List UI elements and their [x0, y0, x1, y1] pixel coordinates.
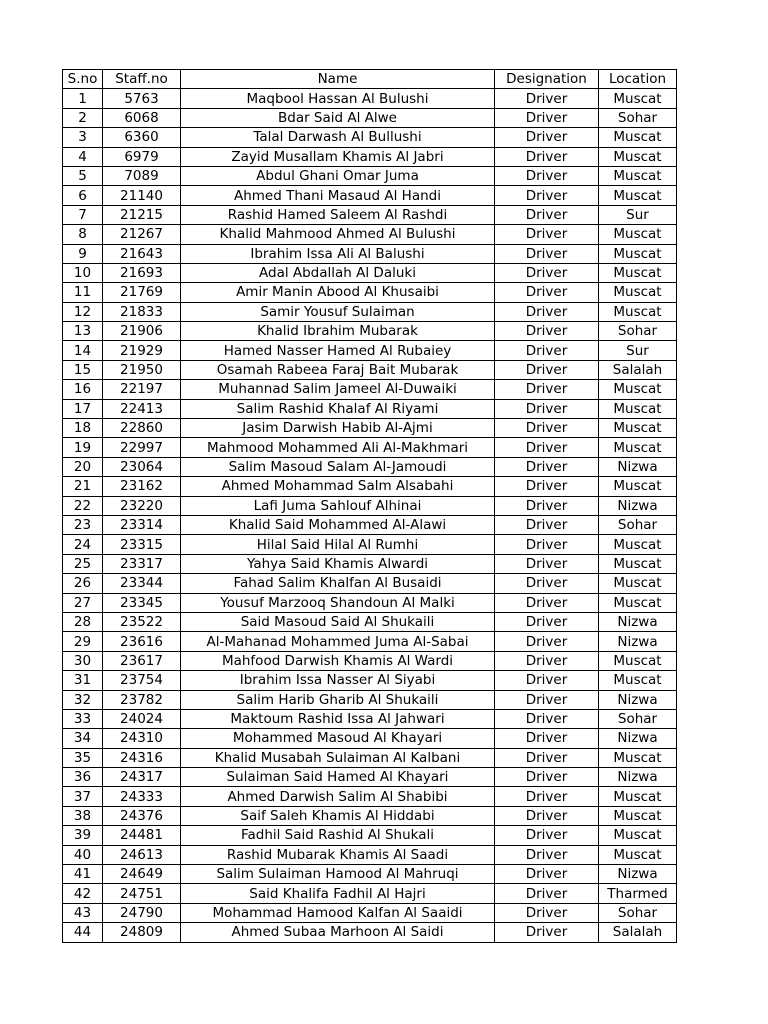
cell-sno: 34	[63, 729, 103, 748]
table-row	[63, 806, 677, 825]
table-row	[63, 535, 677, 554]
cell-location: Sohar	[599, 709, 677, 728]
cell-staff-no: 22997	[103, 438, 181, 457]
table-row	[63, 748, 677, 767]
cell-staff-no: 24790	[103, 903, 181, 922]
table-row	[63, 225, 677, 244]
cell-sno: 8	[63, 225, 103, 244]
table-row	[63, 632, 677, 651]
staff-table	[62, 69, 677, 943]
table-row	[63, 865, 677, 884]
cell-name: Al-Mahanad Mohammed Juma Al-Sabai	[181, 632, 495, 651]
cell-location: Muscat	[599, 651, 677, 670]
cell-staff-no: 21140	[103, 186, 181, 205]
cell-staff-no: 23314	[103, 515, 181, 534]
cell-location: Muscat	[599, 380, 677, 399]
cell-name: Mohammed Masoud Al Khayari	[181, 729, 495, 748]
cell-staff-no: 22197	[103, 380, 181, 399]
table-row	[63, 574, 677, 593]
cell-staff-no: 23064	[103, 457, 181, 476]
cell-staff-no: 5763	[103, 89, 181, 108]
cell-location: Nizwa	[599, 729, 677, 748]
cell-sno: 42	[63, 884, 103, 903]
cell-staff-no: 23617	[103, 651, 181, 670]
cell-location: Nizwa	[599, 496, 677, 515]
table-row	[63, 612, 677, 631]
cell-sno: 14	[63, 341, 103, 360]
cell-staff-no: 23315	[103, 535, 181, 554]
cell-staff-no: 24316	[103, 748, 181, 767]
cell-location: Muscat	[599, 399, 677, 418]
cell-location: Tharmed	[599, 884, 677, 903]
table-row	[63, 903, 677, 922]
cell-staff-no: 23616	[103, 632, 181, 651]
cell-name: Talal Darwash Al Bullushi	[181, 128, 495, 147]
cell-location: Sohar	[599, 515, 677, 534]
cell-sno: 21	[63, 477, 103, 496]
cell-location: Muscat	[599, 554, 677, 573]
cell-sno: 3	[63, 128, 103, 147]
cell-designation: Driver	[495, 380, 599, 399]
cell-location: Sohar	[599, 322, 677, 341]
cell-designation: Driver	[495, 903, 599, 922]
cell-sno: 31	[63, 671, 103, 690]
cell-name: Yousuf Marzooq Shandoun Al Malki	[181, 593, 495, 612]
cell-designation: Driver	[495, 593, 599, 612]
cell-location: Muscat	[599, 806, 677, 825]
cell-name: Osamah Rabeea Faraj Bait Mubarak	[181, 360, 495, 379]
cell-name: Khalid Musabah Sulaiman Al Kalbani	[181, 748, 495, 767]
table-row	[63, 438, 677, 457]
cell-designation: Driver	[495, 535, 599, 554]
cell-sno: 35	[63, 748, 103, 767]
table-row	[63, 671, 677, 690]
table-row	[63, 787, 677, 806]
cell-staff-no: 23344	[103, 574, 181, 593]
cell-designation: Driver	[495, 477, 599, 496]
cell-designation: Driver	[495, 302, 599, 321]
cell-name: Amir Manin Abood Al Khusaibi	[181, 283, 495, 302]
cell-staff-no: 23754	[103, 671, 181, 690]
cell-staff-no: 24310	[103, 729, 181, 748]
cell-sno: 18	[63, 419, 103, 438]
cell-staff-no: 24613	[103, 845, 181, 864]
cell-sno: 17	[63, 399, 103, 418]
cell-designation: Driver	[495, 166, 599, 185]
cell-designation: Driver	[495, 690, 599, 709]
table-row	[63, 515, 677, 534]
cell-sno: 43	[63, 903, 103, 922]
cell-sno: 12	[63, 302, 103, 321]
cell-name: Jasim Darwish Habib Al-Ajmi	[181, 419, 495, 438]
cell-name: Zayid Musallam Khamis Al Jabri	[181, 147, 495, 166]
table-row	[63, 477, 677, 496]
table-row	[63, 554, 677, 573]
cell-location: Muscat	[599, 263, 677, 282]
cell-staff-no: 21643	[103, 244, 181, 263]
cell-name: Maqbool Hassan Al Bulushi	[181, 89, 495, 108]
table-row	[63, 147, 677, 166]
cell-name: Ahmed Subaa Marhoon Al Saidi	[181, 923, 495, 942]
table-row	[63, 380, 677, 399]
cell-sno: 6	[63, 186, 103, 205]
cell-name: Said Masoud Said Al Shukaili	[181, 612, 495, 631]
cell-sno: 30	[63, 651, 103, 670]
cell-name: Fadhil Said Rashid Al Shukali	[181, 826, 495, 845]
cell-staff-no: 21769	[103, 283, 181, 302]
table-row	[63, 360, 677, 379]
header-staff-no: Staff.no	[103, 70, 181, 89]
cell-location: Muscat	[599, 671, 677, 690]
table-row	[63, 283, 677, 302]
cell-name: Hamed Nasser Hamed Al Rubaiey	[181, 341, 495, 360]
cell-sno: 1	[63, 89, 103, 108]
cell-location: Muscat	[599, 826, 677, 845]
table-row	[63, 322, 677, 341]
cell-sno: 23	[63, 515, 103, 534]
cell-location: Muscat	[599, 535, 677, 554]
cell-name: Mahfood Darwish Khamis Al Wardi	[181, 651, 495, 670]
table-row	[63, 884, 677, 903]
cell-sno: 9	[63, 244, 103, 263]
cell-name: Salim Rashid Khalaf Al Riyami	[181, 399, 495, 418]
cell-designation: Driver	[495, 768, 599, 787]
cell-staff-no: 23782	[103, 690, 181, 709]
cell-sno: 7	[63, 205, 103, 224]
header-sno: S.no	[63, 70, 103, 89]
cell-name: Mohammad Hamood Kalfan Al Saaidi	[181, 903, 495, 922]
cell-location: Muscat	[599, 419, 677, 438]
cell-sno: 36	[63, 768, 103, 787]
cell-designation: Driver	[495, 128, 599, 147]
cell-location: Salalah	[599, 923, 677, 942]
cell-designation: Driver	[495, 554, 599, 573]
cell-staff-no: 23317	[103, 554, 181, 573]
cell-staff-no: 24333	[103, 787, 181, 806]
table-body	[63, 89, 677, 942]
cell-staff-no: 22860	[103, 419, 181, 438]
cell-staff-no: 24481	[103, 826, 181, 845]
cell-location: Nizwa	[599, 457, 677, 476]
cell-designation: Driver	[495, 205, 599, 224]
cell-name: Said Khalifa Fadhil Al Hajri	[181, 884, 495, 903]
cell-staff-no: 24376	[103, 806, 181, 825]
header-location: Location	[599, 70, 677, 89]
cell-designation: Driver	[495, 457, 599, 476]
cell-sno: 16	[63, 380, 103, 399]
cell-sno: 37	[63, 787, 103, 806]
table-row	[63, 768, 677, 787]
cell-designation: Driver	[495, 108, 599, 127]
cell-sno: 24	[63, 535, 103, 554]
cell-designation: Driver	[495, 399, 599, 418]
cell-location: Muscat	[599, 283, 677, 302]
cell-designation: Driver	[495, 360, 599, 379]
cell-name: Ahmed Mohammad Salm Alsabahi	[181, 477, 495, 496]
cell-designation: Driver	[495, 574, 599, 593]
table-row	[63, 729, 677, 748]
cell-designation: Driver	[495, 89, 599, 108]
cell-sno: 26	[63, 574, 103, 593]
cell-sno: 32	[63, 690, 103, 709]
cell-location: Sohar	[599, 108, 677, 127]
cell-designation: Driver	[495, 787, 599, 806]
table-row	[63, 128, 677, 147]
cell-designation: Driver	[495, 709, 599, 728]
cell-staff-no: 23162	[103, 477, 181, 496]
cell-name: Maktoum Rashid Issa Al Jahwari	[181, 709, 495, 728]
cell-name: Salim Sulaiman Hamood Al Mahruqi	[181, 865, 495, 884]
cell-designation: Driver	[495, 322, 599, 341]
cell-sno: 39	[63, 826, 103, 845]
cell-designation: Driver	[495, 651, 599, 670]
cell-designation: Driver	[495, 865, 599, 884]
cell-staff-no: 6068	[103, 108, 181, 127]
table-row	[63, 186, 677, 205]
cell-name: Adal Abdallah Al Daluki	[181, 263, 495, 282]
cell-sno: 33	[63, 709, 103, 728]
cell-sno: 44	[63, 923, 103, 942]
cell-location: Muscat	[599, 477, 677, 496]
table-row	[63, 89, 677, 108]
cell-name: Samir Yousuf Sulaiman	[181, 302, 495, 321]
cell-location: Muscat	[599, 128, 677, 147]
cell-location: Muscat	[599, 225, 677, 244]
table-row	[63, 166, 677, 185]
cell-name: Ahmed Thani Masaud Al Handi	[181, 186, 495, 205]
cell-staff-no: 23522	[103, 612, 181, 631]
cell-staff-no: 21267	[103, 225, 181, 244]
header-row	[63, 70, 677, 89]
cell-designation: Driver	[495, 419, 599, 438]
table-row	[63, 845, 677, 864]
cell-location: Sur	[599, 341, 677, 360]
cell-staff-no: 21950	[103, 360, 181, 379]
table-row	[63, 457, 677, 476]
cell-name: Yahya Said Khamis Alwardi	[181, 554, 495, 573]
cell-location: Muscat	[599, 845, 677, 864]
cell-location: Muscat	[599, 186, 677, 205]
cell-staff-no: 21929	[103, 341, 181, 360]
cell-name: Khalid Said Mohammed Al-Alawi	[181, 515, 495, 534]
cell-designation: Driver	[495, 826, 599, 845]
cell-designation: Driver	[495, 806, 599, 825]
cell-sno: 19	[63, 438, 103, 457]
table-row	[63, 205, 677, 224]
cell-designation: Driver	[495, 748, 599, 767]
cell-sno: 10	[63, 263, 103, 282]
cell-designation: Driver	[495, 225, 599, 244]
cell-sno: 41	[63, 865, 103, 884]
cell-name: Mahmood Mohammed Ali Al-Makhmari	[181, 438, 495, 457]
table-row	[63, 593, 677, 612]
cell-name: Fahad Salim Khalfan Al Busaidi	[181, 574, 495, 593]
table-row	[63, 826, 677, 845]
cell-designation: Driver	[495, 438, 599, 457]
cell-location: Sohar	[599, 903, 677, 922]
cell-sno: 28	[63, 612, 103, 631]
cell-name: Ibrahim Issa Ali Al Balushi	[181, 244, 495, 263]
cell-designation: Driver	[495, 612, 599, 631]
cell-sno: 4	[63, 147, 103, 166]
cell-staff-no: 24751	[103, 884, 181, 903]
cell-name: Khalid Mahmood Ahmed Al Bulushi	[181, 225, 495, 244]
table-row	[63, 690, 677, 709]
cell-sno: 13	[63, 322, 103, 341]
cell-sno: 22	[63, 496, 103, 515]
cell-location: Muscat	[599, 147, 677, 166]
cell-sno: 29	[63, 632, 103, 651]
cell-staff-no: 21833	[103, 302, 181, 321]
cell-designation: Driver	[495, 923, 599, 942]
table-row	[63, 244, 677, 263]
cell-staff-no: 23220	[103, 496, 181, 515]
cell-designation: Driver	[495, 729, 599, 748]
cell-name: Khalid Ibrahim Mubarak	[181, 322, 495, 341]
cell-designation: Driver	[495, 283, 599, 302]
cell-designation: Driver	[495, 632, 599, 651]
cell-designation: Driver	[495, 515, 599, 534]
cell-location: Nizwa	[599, 690, 677, 709]
header-designation: Designation	[495, 70, 599, 89]
table-row	[63, 108, 677, 127]
table-row	[63, 923, 677, 942]
cell-staff-no: 22413	[103, 399, 181, 418]
cell-staff-no: 7089	[103, 166, 181, 185]
cell-name: Ibrahim Issa Nasser Al Siyabi	[181, 671, 495, 690]
cell-designation: Driver	[495, 496, 599, 515]
cell-sno: 40	[63, 845, 103, 864]
cell-location: Muscat	[599, 244, 677, 263]
cell-staff-no: 21215	[103, 205, 181, 224]
cell-location: Salalah	[599, 360, 677, 379]
cell-designation: Driver	[495, 263, 599, 282]
cell-location: Nizwa	[599, 632, 677, 651]
staff-table-container	[62, 69, 677, 943]
cell-name: Abdul Ghani Omar Juma	[181, 166, 495, 185]
cell-staff-no: 23345	[103, 593, 181, 612]
cell-sno: 27	[63, 593, 103, 612]
cell-staff-no: 6979	[103, 147, 181, 166]
cell-name: Muhannad Salim Jameel Al-Duwaiki	[181, 380, 495, 399]
cell-staff-no: 21906	[103, 322, 181, 341]
cell-staff-no: 24649	[103, 865, 181, 884]
cell-sno: 2	[63, 108, 103, 127]
cell-location: Muscat	[599, 166, 677, 185]
cell-designation: Driver	[495, 186, 599, 205]
header-name: Name	[181, 70, 495, 89]
cell-designation: Driver	[495, 884, 599, 903]
cell-location: Sur	[599, 205, 677, 224]
cell-name: Salim Harib Gharib Al Shukaili	[181, 690, 495, 709]
table-header	[63, 70, 677, 89]
table-row	[63, 302, 677, 321]
cell-location: Muscat	[599, 574, 677, 593]
cell-location: Muscat	[599, 302, 677, 321]
cell-location: Muscat	[599, 748, 677, 767]
cell-location: Nizwa	[599, 612, 677, 631]
cell-sno: 5	[63, 166, 103, 185]
cell-name: Salim Masoud Salam Al-Jamoudi	[181, 457, 495, 476]
cell-name: Bdar Said Al Alwe	[181, 108, 495, 127]
cell-designation: Driver	[495, 244, 599, 263]
table-row	[63, 496, 677, 515]
table-row	[63, 651, 677, 670]
cell-staff-no: 24809	[103, 923, 181, 942]
cell-sno: 15	[63, 360, 103, 379]
cell-location: Nizwa	[599, 865, 677, 884]
cell-name: Ahmed Darwish Salim Al Shabibi	[181, 787, 495, 806]
cell-sno: 38	[63, 806, 103, 825]
cell-name: Rashid Mubarak Khamis Al Saadi	[181, 845, 495, 864]
cell-name: Sulaiman Said Hamed Al Khayari	[181, 768, 495, 787]
table-row	[63, 399, 677, 418]
cell-designation: Driver	[495, 845, 599, 864]
table-row	[63, 419, 677, 438]
table-row	[63, 709, 677, 728]
cell-name: Lafi Juma Sahlouf Alhinai	[181, 496, 495, 515]
cell-sno: 11	[63, 283, 103, 302]
cell-location: Muscat	[599, 89, 677, 108]
cell-name: Saif Saleh Khamis Al Hiddabi	[181, 806, 495, 825]
cell-designation: Driver	[495, 671, 599, 690]
cell-staff-no: 24024	[103, 709, 181, 728]
cell-designation: Driver	[495, 341, 599, 360]
table-row	[63, 263, 677, 282]
cell-designation: Driver	[495, 147, 599, 166]
cell-sno: 25	[63, 554, 103, 573]
cell-staff-no: 24317	[103, 768, 181, 787]
cell-location: Nizwa	[599, 768, 677, 787]
cell-location: Muscat	[599, 787, 677, 806]
cell-name: Rashid Hamed Saleem Al Rashdi	[181, 205, 495, 224]
cell-sno: 20	[63, 457, 103, 476]
cell-staff-no: 21693	[103, 263, 181, 282]
cell-location: Muscat	[599, 593, 677, 612]
cell-location: Muscat	[599, 438, 677, 457]
cell-staff-no: 6360	[103, 128, 181, 147]
table-row	[63, 341, 677, 360]
cell-name: Hilal Said Hilal Al Rumhi	[181, 535, 495, 554]
